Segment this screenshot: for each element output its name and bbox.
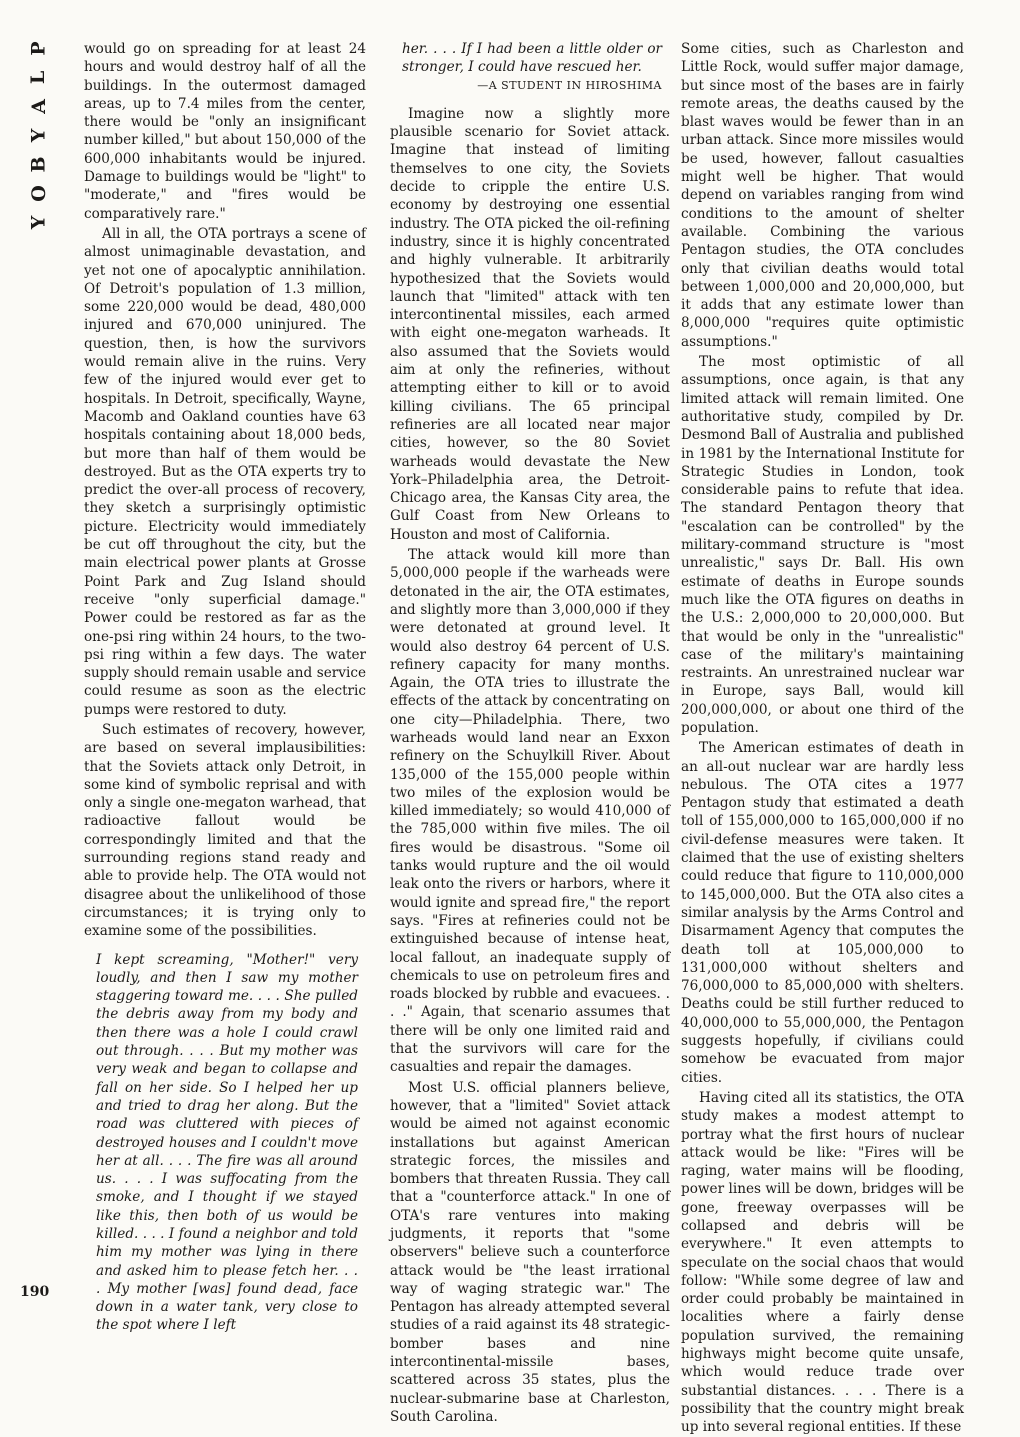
paragraph: would go on spreading for at least 24 hours and would destroy half of all the buildings. In the outermost damaged areas, up to 7.4 miles from the center, there would be "only an insignificant number killed," but about 150,000 of the 600,000 inhabitants would be injured. Damage to buildings would be "light" to "moderate," and "fires would be comparatively rare." [84,41,366,222]
paragraph: Such estimates of recovery, however, are based on several implausibilities: that the Soviets attack only Detroit, in some kind of symbolic reprisal and with only a single one-megaton warhead, that radioactive fallout would be correspondingly limited and that the surrounding regions stand ready and able to provide help. The OTA would not disagree about the unlikelihood of those circumstances; it is trying only to examine some of the possibilities. [84,721,366,940]
column-3 [681,40,964,1436]
brand-letter: O [27,185,50,202]
pull-quote-continued [402,40,662,95]
brand-letter: Y [27,215,50,230]
column-2 [390,40,670,1425]
paragraph: Some cities, such as Charleston and Little Rock, would suffer major damage, but since most of the bases are in fairly remote areas, the deaths caused by the blast waves would be fewer than in an urban attack. Since more missiles would be used, however, fallout casualties might well be higher. That would depend on variables ranging from wind conditions to the amount of shelter available. Combining the various Pentagon studies, the OTA concludes only that civilian deaths would total between 1,000,000 and 20,000,000, but it adds that any estimate lower than 8,000,000 "requires quite optimistic assumptions." [681,41,964,350]
paragraph: Having cited all its statistics, the OTA study makes a modest attempt to portray what the first hours of nuclear attack would be like: "Fires will be raging, water mains will be flooding, power lines will be down, bridges will be gone, freeway overpasses will be collapsed and debris will be everywhere." It even attempts to speculate on the social chaos that would follow: "While some degree of law and order could probably be maintained in localities where a fairly dense population survived, the remaining highways might become quite unsafe, which would reduce trade over substantial distances. . . . There is a possibility that the country might break up into several regional entities. If these [681,1089,964,1436]
column-1 [84,40,366,1334]
magazine-name-vertical [24,34,54,237]
paragraph: Imagine now a slightly more plausible scenario for Soviet attack. Imagine that instead of limiting themselves to one city, the Soviets decide to cripple the entire U.S. economy by destroying one essential industry. The OTA picked the oil-refining industry, since it is highly concentrated and highly vulnerable. It arbitrarily hypothesized that the Soviets would launch that "limited" attack with ten intercontinental missiles, each armed with eight one-megaton warheads. It also assumed that the Soviets would aim at only the refineries, without attempting either to kill or to avoid killing civilians. The 65 principal refineries are all located near major cities, however, so the 80 Soviet warheads would devastate the New York–Philadelphia area, the Detroit-Chicago area, the Kansas City area, the Gulf Coast from New Orleans to Houston and most of California. [390,105,670,543]
brand-letter: P [27,41,50,56]
page-number: 190 [20,1284,50,1300]
brand-letter: A [27,99,50,114]
brand-letter: B [27,156,50,173]
pull-quote: I kept screaming, "Mother!" very loudly, and then I saw my mother staggering toward me. . . . She pulled the debris away from my body and then there was a hole I could crawl out through. . . . But my mother was very weak and began to collapse and fall on her side. So I helped her up and tried to drag her along. But the road was cluttered with pieces of destroyed houses and I couldn't move her at all. . . . The fire was all around us. . . . I was suffocating from the smoke, and I thought if we stayed like this, then both of us would be killed. . . . I found a neighbor and told him my mother was lying in there and asked him to please fetch her. . . . My mother [was] found dead, face down in a water tank, very close to the spot where I left [96,951,358,1334]
brand-letter: L [27,70,50,85]
paragraph: Most U.S. official planners believe, however, that a "limited" Soviet attack would be aimed not against economic installations but against American strategic forces, the missiles and bombers that threaten Russia. They call that a "counterforce attack." In one of OTA's rare ventures into making judgments, it reports that "some observers" believe such a counterforce attack would be "the least irrational way of waging strategic war." The Pentagon has already attempted several studies of a raid against its 48 strategic-bomber bases and nine intercontinental-missile bases, scattered across 35 states, plus the nuclear-submarine base at Charleston, South Carolina. [390,1079,670,1425]
paragraph: The most optimistic of all assumptions, once again, is that any limited attack will remain limited. One authoritative study, compiled by Dr. Desmond Ball of Australia and published in 1981 by the International Institute for Strategic Studies in London, took considerable pains to refute that idea. The standard Pentagon theory that "escalation can be controlled" by the military-command structure is "most unrealistic," says Dr. Ball. His own estimate of deaths in Europe sounds much like the OTA figures on deaths in the U.S.: 2,000,000 to 20,000,000. But that would be only in the "unrealistic" case of the military's maintaining restraints. An unrestrained nuclear war in Europe, says Ball, would kill 200,000,000, or about one third of the population. [681,354,964,736]
paragraph: The American estimates of death in an all-out nuclear war are hardly less nebulous. The OTA cites a 1977 Pentagon study that estimated a death toll of 155,000,000 to 165,000,000 if no civil-defense measures were taken. It claimed that the use of existing shelters could reduce that figure to 110,000,000 to 145,000,000. But the OTA also cites a similar analysis by the Arms Control and Disarmament Agency that computes the death toll at 105,000,000 to 131,000,000 without shelters and 76,000,000 to 85,000,000 with shelters. Deaths could be still further reduced to 40,000,000 to 55,000,000, the Pentagon suggests hopefully, if civilians could somehow be evacuated from major cities. [681,740,964,1086]
paragraph: The attack would kill more than 5,000,000 people if the warheads were detonated in the air, the OTA estimates, and slightly more than 3,000,000 if they were detonated at ground level. It would also destroy 64 percent of U.S. refinery capacity for many months. Again, the OTA tries to illustrate the effects of the attack by concentrating on one city—Philadelphia. There, two warheads would land near an Exxon refinery on the Schuylkill River. About 135,000 of the 155,000 people within two miles of the explosion would be killed immediately; so would 410,000 of the 785,000 within five miles. The oil fires would be disastrous. "Some oil tanks would rupture and the oil would leak onto the rivers or harbors, where it would ignite and spread fire," the report says. "Fires at refineries could not be extinguished because of intense heat, local fallout, an inadequate supply of chemicals to use on petroleum fires and roads blocked by rubble and evacuees. . . ." Again, that scenario assumes that there will be only one limited raid and that the survivors will care for the casualties and repair the damages. [390,547,670,1076]
pull-quote-tail: her. . . . If I had been a little older or stronger, I could have rescued her. [402,41,662,76]
paragraph: All in all, the OTA portrays a scene of almost unimaginable devastation, and yet not one of apocalyptic annihilation. Of Detroit's population of 1.3 million, some 220,000 would be dead, 480,000 injured and 670,000 uninjured. The question, then, is how the survivors would remain alive in the ruins. Very few of the injured would ever get to hospitals. In Detroit, specifically, Wayne, Macomb and Oakland counties have 63 hospitals containing about 18,000 beds, but more than half of them would be destroyed. But as the OTA experts try to predict the over-all process of recovery, they sketch a surprisingly optimistic picture. Electricity would immediately be cut off throughout the city, but the main electrical power plants at Grosse Point Park and Zug Island should receive "only superficial damage." Power could be restored as far as the one-psi ring within 24 hours, to the two-psi ring within a few days. The water supply should remain usable and service could resume as soon as the electric pumps were restored to duty. [84,225,366,718]
pull-quote-credit: —A STUDENT IN HIROSHIMA [477,78,662,92]
brand-letter: Y [27,128,50,143]
